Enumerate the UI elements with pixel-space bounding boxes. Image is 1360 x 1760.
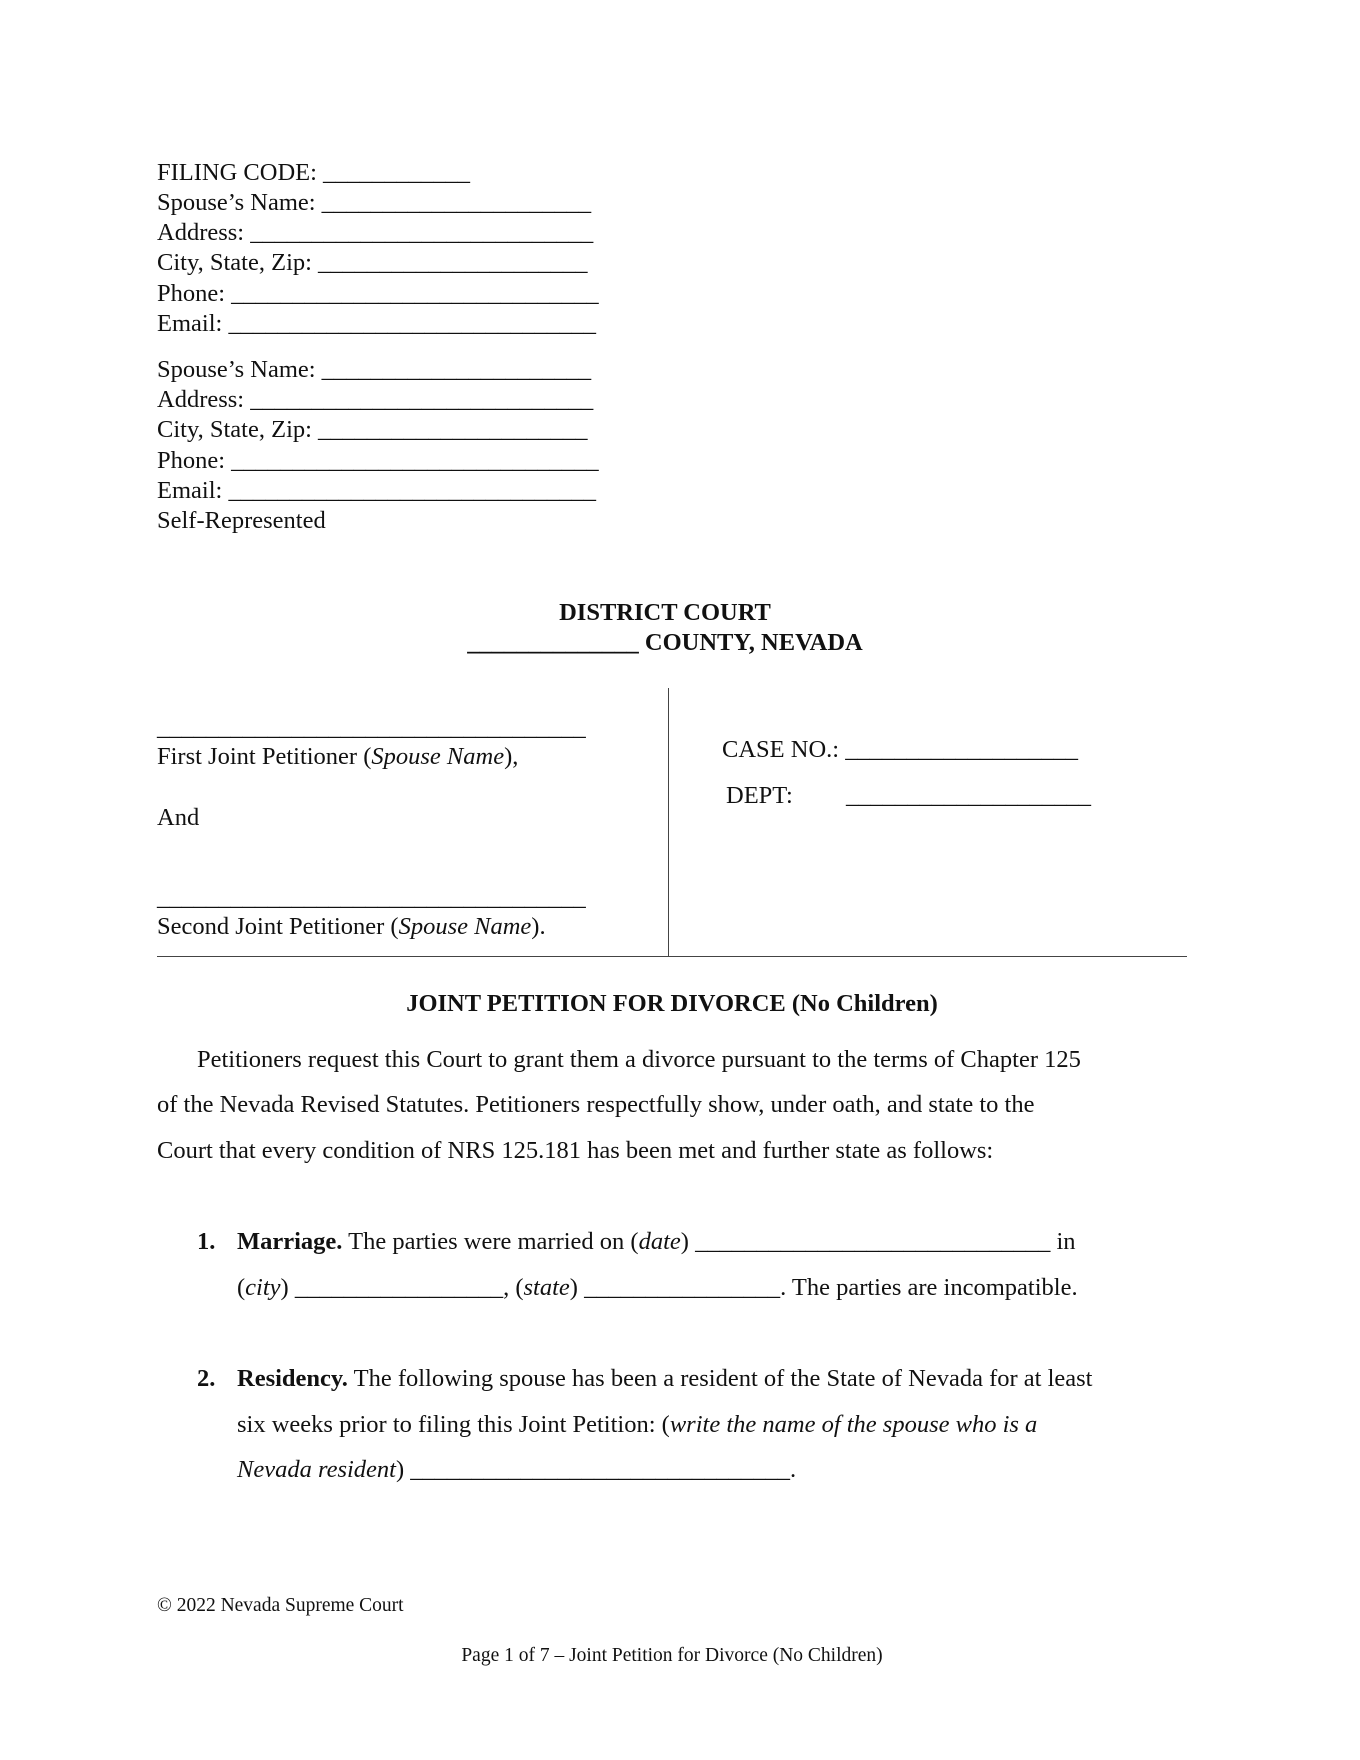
spouse2-phone: Phone: ______________________________ bbox=[157, 447, 599, 474]
intro-line-1: Petitioners request this Court to grant them a divorce pursuant to the terms of Chapter 125 bbox=[197, 1046, 1081, 1073]
item-2-line-2: six weeks prior to filing this Joint Petition: (write the name of the spouse who is a bbox=[237, 1411, 1038, 1438]
caption-divider-vertical bbox=[668, 688, 669, 956]
spouse1-address: Address: ____________________________ bbox=[157, 219, 594, 246]
caption-divider-horizontal bbox=[157, 956, 1187, 957]
item-2-line-3: Nevada resident) _______________________________. bbox=[237, 1456, 797, 1483]
second-petitioner-blank: ___________________________________ bbox=[157, 884, 586, 911]
footer-page-number: Page 1 of 7 – Joint Petition for Divorce (No Children) bbox=[461, 1645, 883, 1666]
second-petitioner-label: Second Joint Petitioner (Spouse Name). bbox=[157, 913, 546, 940]
item-1-line-1: Marriage. The parties were married on (date) _____________________________ in bbox=[237, 1228, 1076, 1255]
item-2-line-1: Residency. The following spouse has been a resident of the State of Nevada for at least bbox=[237, 1365, 1093, 1392]
spouse2-email: Email: ______________________________ bbox=[157, 477, 596, 504]
spouse2-city: City, State, Zip: ______________________ bbox=[157, 416, 588, 443]
spouse1-city: City, State, Zip: ______________________ bbox=[157, 249, 588, 276]
item-2-number: 2. bbox=[197, 1365, 216, 1392]
spouse1-email: Email: ______________________________ bbox=[157, 310, 596, 337]
document-title: JOINT PETITION FOR DIVORCE (No Children) bbox=[406, 990, 938, 1017]
dept-label: DEPT: bbox=[726, 782, 793, 809]
item-1-line-2: (city) _________________, (state) ________________. The parties are incompatible. bbox=[237, 1274, 1078, 1301]
case-number: CASE NO.: ___________________ bbox=[722, 736, 1078, 763]
self-represented-label: Self-Represented bbox=[157, 507, 326, 534]
first-petitioner-blank: ___________________________________ bbox=[157, 714, 586, 741]
filing-code: FILING CODE: ____________ bbox=[157, 159, 471, 186]
dept-blank: ____________________ bbox=[846, 782, 1091, 809]
spouse2-name: Spouse’s Name: ______________________ bbox=[157, 356, 592, 383]
intro-line-3: Court that every condition of NRS 125.181 has been met and further state as follows: bbox=[157, 1137, 994, 1164]
spouse2-address: Address: ____________________________ bbox=[157, 386, 594, 413]
court-county: ______________ COUNTY, NEVADA bbox=[467, 629, 863, 656]
footer-copyright: © 2022 Nevada Supreme Court bbox=[157, 1595, 404, 1616]
spouse1-phone: Phone: ______________________________ bbox=[157, 280, 599, 307]
spouse1-name: Spouse’s Name: ______________________ bbox=[157, 189, 592, 216]
first-petitioner-label: First Joint Petitioner (Spouse Name), bbox=[157, 743, 519, 770]
and-label: And bbox=[157, 804, 200, 831]
court-name: DISTRICT COURT bbox=[559, 599, 771, 626]
intro-line-2: of the Nevada Revised Statutes. Petitioners respectfully show, under oath, and state to the bbox=[157, 1091, 1035, 1118]
item-1-number: 1. bbox=[197, 1228, 216, 1255]
